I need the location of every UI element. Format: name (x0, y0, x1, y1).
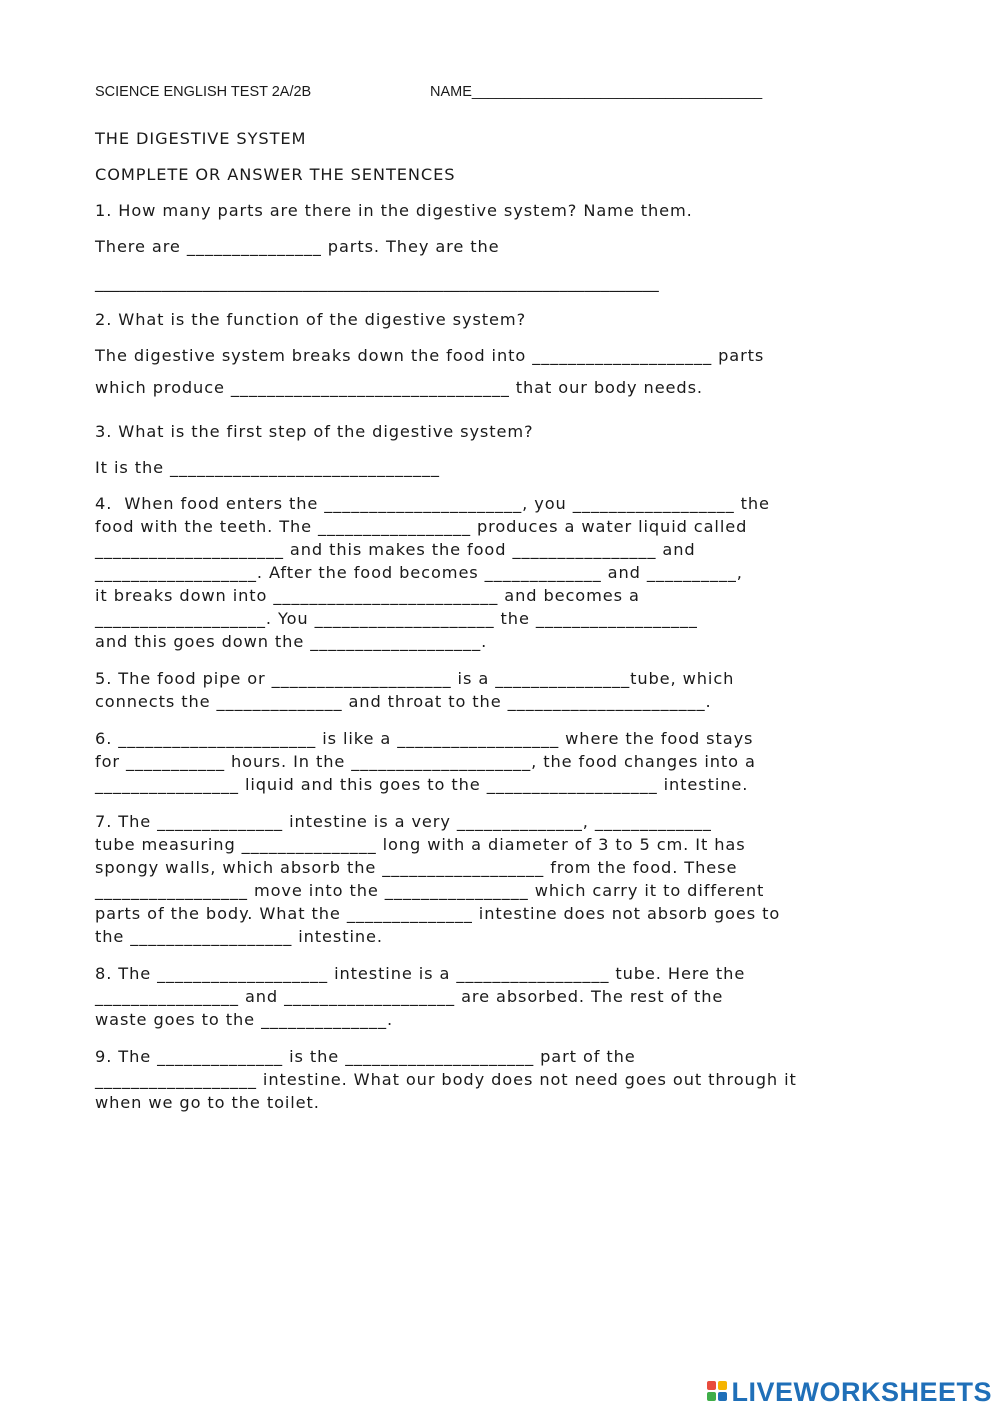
logo-square (707, 1381, 716, 1390)
question-2 (95, 308, 915, 399)
question-6-line[interactable]: for ___________ hours. In the ____________________, the food changes into a (95, 752, 756, 771)
question-7-line[interactable]: the __________________ intestine. (95, 927, 383, 946)
question-9-line[interactable]: 9. The ______________ is the _____________________ part of the (95, 1047, 636, 1066)
question-4-line[interactable]: __________________. After the food becomes _____________ and __________, (95, 563, 743, 582)
question-3 (95, 420, 915, 479)
question-2-answer-line-2[interactable]: which produce _______________________________ that our body needs. (95, 378, 703, 397)
question-4-line[interactable]: and this goes down the ___________________. (95, 632, 488, 651)
question-8-line[interactable]: 8. The ___________________ intestine is a _________________ tube. Here the (95, 964, 746, 983)
question-4-line[interactable]: ___________________. You ____________________ the __________________ (95, 609, 698, 628)
question-1-answer-line-1[interactable]: There are _______________ parts. They are the (95, 237, 500, 256)
question-9 (95, 1045, 915, 1114)
question-1-answer-line-2[interactable]: ____________________________________________________________________ (95, 273, 659, 292)
test-title: SCIENCE ENGLISH TEST 2A/2B (95, 84, 312, 100)
logo-square (718, 1381, 727, 1390)
question-1-text: 1. How many parts are there in the digestive system? Name them. (95, 201, 693, 220)
question-5 (95, 667, 915, 713)
question-7-line[interactable]: _________________ move into the ________________ which carry it to different (95, 881, 765, 900)
question-8 (95, 962, 915, 1031)
question-6-line[interactable]: 6. ______________________ is like a __________________ where the food stays (95, 729, 754, 748)
liveworksheets-logo[interactable] (707, 1377, 992, 1407)
question-6 (95, 727, 915, 796)
name-field[interactable]: NAME____________________________________ (430, 84, 763, 100)
question-3-answer-line-1[interactable]: It is the ______________________________ (95, 458, 440, 477)
question-8-line[interactable]: waste goes to the ______________. (95, 1010, 394, 1029)
worksheet-heading: THE DIGESTIVE SYSTEM (95, 129, 307, 148)
question-7-line[interactable]: spongy walls, which absorb the __________________ from the food. These (95, 858, 738, 877)
logo-squares-icon (707, 1381, 729, 1403)
question-5-line[interactable]: 5. The food pipe or ____________________ is a _______________tube, which (95, 669, 735, 688)
question-9-line: when we go to the toilet. (95, 1093, 320, 1112)
instructions: COMPLETE OR ANSWER THE SENTENCES (95, 165, 456, 184)
question-7-line[interactable]: 7. The ______________ intestine is a very ______________, _____________ (95, 812, 712, 831)
question-8-line[interactable]: ________________ and ___________________ are absorbed. The rest of the (95, 987, 724, 1006)
logo-square (718, 1392, 727, 1401)
logo-square (707, 1392, 716, 1401)
question-7-line[interactable]: tube measuring _______________ long with a diameter of 3 to 5 cm. It has (95, 835, 746, 854)
question-7 (95, 810, 915, 948)
question-7-line[interactable]: parts of the body. What the ______________ intestine does not absorb goes to (95, 904, 781, 923)
question-1 (95, 199, 915, 294)
question-6-line[interactable]: ________________ liquid and this goes to the ___________________ intestine. (95, 775, 749, 794)
question-4 (95, 492, 915, 653)
question-2-text: 2. What is the function of the digestive system? (95, 310, 527, 329)
question-3-text: 3. What is the first step of the digestive system? (95, 422, 534, 441)
question-4-line[interactable]: 4. When food enters the ______________________, you __________________ the (95, 494, 770, 513)
question-4-line[interactable]: it breaks down into _________________________ and becomes a (95, 586, 640, 605)
question-2-answer-line-1[interactable]: The digestive system breaks down the food into ____________________ parts (95, 346, 765, 365)
question-9-line[interactable]: __________________ intestine. What our body does not need goes out through it (95, 1070, 797, 1089)
question-5-line[interactable]: connects the ______________ and throat to the ______________________. (95, 692, 712, 711)
logo-text: LIVEWORKSHEETS (731, 1376, 992, 1407)
worksheet-content (95, 127, 915, 1114)
question-4-line[interactable]: _____________________ and this makes the food ________________ and (95, 540, 696, 559)
question-4-line[interactable]: food with the teeth. The _________________ produces a water liquid called (95, 517, 748, 536)
